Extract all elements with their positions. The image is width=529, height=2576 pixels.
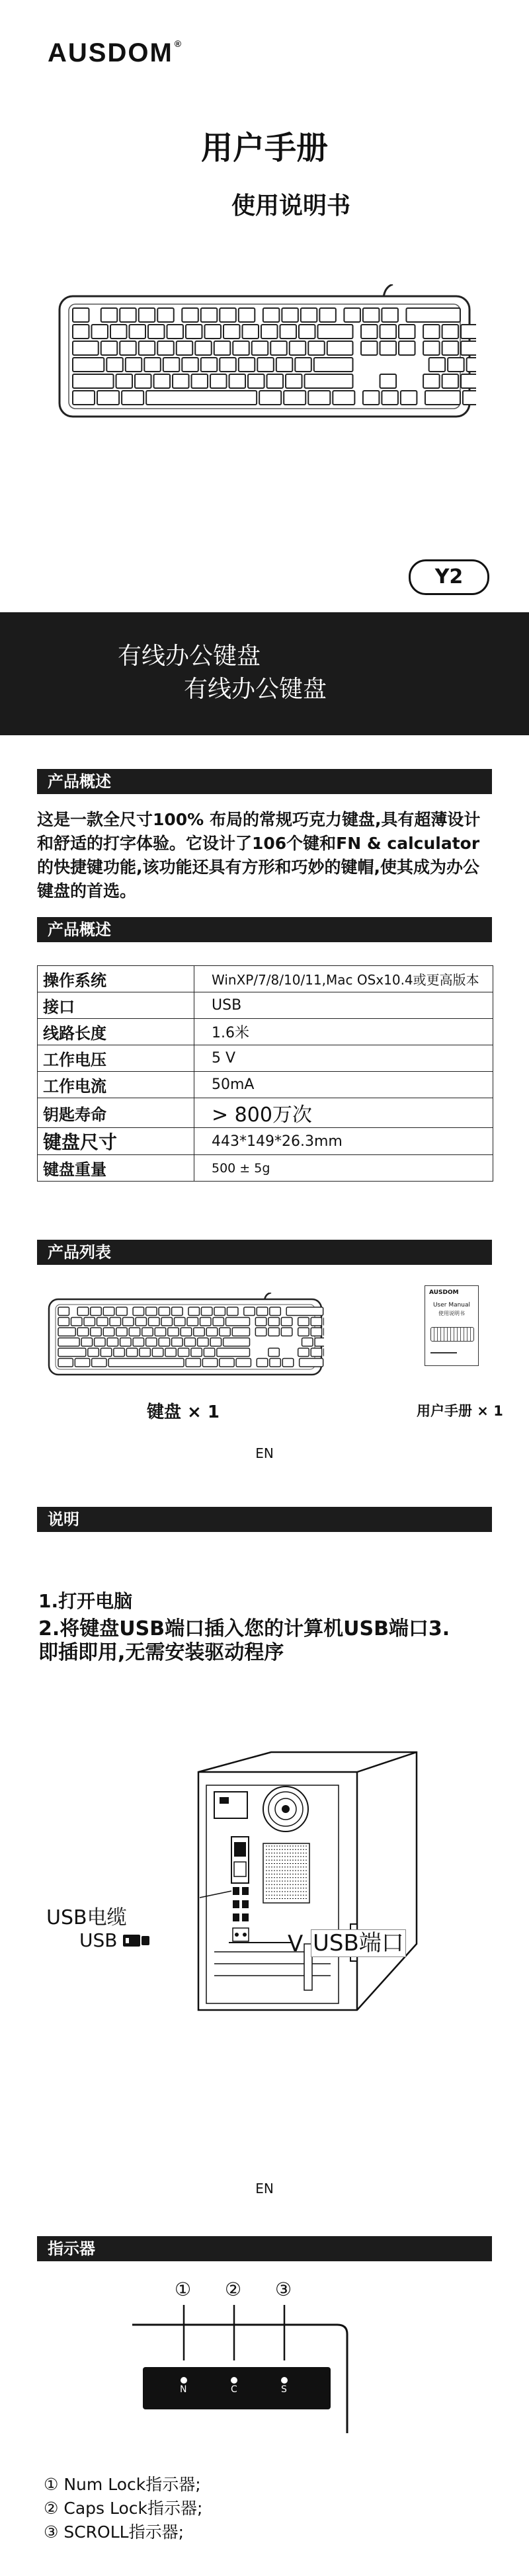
key-shape (139, 341, 155, 355)
manual-brand: AUSDOM (429, 1289, 459, 1296)
key-shape (302, 1338, 313, 1347)
key-shape (101, 1348, 112, 1357)
key-shape (282, 308, 298, 322)
key-shape (425, 391, 460, 405)
key-shape (77, 1328, 89, 1336)
key-shape (280, 325, 297, 339)
key-shape (281, 1318, 292, 1326)
spec-value: 5 V (194, 1045, 493, 1072)
key-shape (97, 1318, 108, 1326)
key-shape (159, 1307, 170, 1316)
step-1: 1.打开电脑 (38, 1590, 133, 1612)
pc-tower-illustration (192, 1746, 423, 2023)
key-shape (261, 325, 278, 339)
key-shape (361, 341, 378, 355)
key-shape (73, 341, 99, 355)
key-shape (97, 391, 119, 405)
key-shape (201, 358, 218, 372)
key-shape (122, 391, 143, 405)
key-shape (286, 374, 302, 388)
key-shape (244, 1307, 255, 1316)
spec-value: > 800万次 (194, 1098, 493, 1128)
key-shape (210, 1338, 222, 1347)
key-shape (214, 1307, 225, 1316)
key-shape (308, 341, 325, 355)
key-shape (144, 358, 161, 372)
spec-key: 钥匙寿命 (38, 1098, 194, 1128)
table-row (38, 1128, 493, 1155)
key-shape (423, 325, 440, 339)
key-shape (188, 1307, 200, 1316)
key-shape (58, 1318, 69, 1326)
section-header-instructions: 说明 (37, 1507, 492, 1532)
section-header-overview: 产品概述 (37, 769, 492, 794)
usb-cable-label: USB电缆 (46, 1906, 127, 1929)
key-shape (108, 1359, 184, 1367)
band-title-line2: 有线办公键盘 (184, 676, 327, 703)
key-shape (239, 358, 255, 372)
package-item-keyboard: 键盘 × 1 (147, 1402, 220, 1422)
key-shape (220, 358, 236, 372)
indicator-legend-1: ① Num Lock指示器; (44, 2475, 201, 2494)
table-row (38, 966, 493, 992)
key-shape (255, 1318, 266, 1326)
key-shape (281, 1328, 292, 1336)
spec-key: 接口 (38, 992, 194, 1019)
key-shape (363, 391, 380, 405)
spec-key: 线路长度 (38, 1019, 194, 1045)
key-shape (175, 1318, 186, 1326)
key-shape (239, 308, 255, 322)
key-shape (84, 1318, 95, 1326)
key-shape (58, 1338, 79, 1347)
key-shape (311, 1318, 322, 1326)
key-shape (101, 341, 118, 355)
usb-port-arrow (227, 1929, 294, 1956)
key-shape (299, 325, 315, 339)
key-shape (226, 1318, 250, 1326)
key-shape (252, 341, 268, 355)
key-shape (461, 374, 476, 388)
spec-table (37, 965, 493, 1182)
key-shape (73, 358, 104, 372)
key-shape (259, 391, 281, 405)
spec-key: 工作电压 (38, 1045, 194, 1072)
brand-name: AUSDOM (48, 38, 173, 67)
key-shape (161, 1318, 173, 1326)
key-shape (58, 1348, 86, 1357)
key-shape (157, 308, 174, 322)
table-row (38, 1155, 493, 1182)
key-shape (152, 1348, 163, 1357)
key-shape (267, 374, 284, 388)
key-shape (77, 1307, 89, 1316)
key-shape (95, 1338, 106, 1347)
key-shape (429, 358, 446, 372)
key-shape (257, 358, 274, 372)
key-shape (135, 374, 151, 388)
key-shape (319, 308, 336, 322)
key-shape (126, 1348, 138, 1357)
key-shape (298, 1318, 309, 1326)
key-shape (467, 358, 476, 372)
key-shape (110, 1318, 121, 1326)
key-shape (181, 1328, 192, 1336)
key-shape (205, 325, 222, 339)
key-shape (172, 1307, 183, 1316)
key-shape (116, 1307, 128, 1316)
spec-key: 操作系统 (38, 966, 194, 992)
key-shape (116, 374, 133, 388)
usb-plug-icon (123, 1932, 151, 1949)
key-shape (248, 374, 264, 388)
key-shape (92, 325, 108, 339)
key-shape (73, 374, 114, 388)
key-shape (333, 391, 354, 405)
key-shape (120, 341, 136, 355)
key-shape (344, 308, 360, 322)
key-shape (268, 1348, 280, 1357)
spec-key: 键盘尺寸 (38, 1128, 194, 1155)
key-shape (206, 1328, 218, 1336)
key-shape (103, 1307, 114, 1316)
manual-cover-title: User Manual (432, 1302, 471, 1308)
key-shape (139, 308, 155, 322)
table-row (38, 1098, 493, 1128)
key-shape (116, 1328, 128, 1336)
key-shape (305, 374, 353, 388)
key-shape (442, 325, 459, 339)
key-shape (382, 391, 398, 405)
key-shape (311, 1328, 322, 1336)
key-shape (91, 1307, 102, 1316)
key-shape (201, 1307, 212, 1316)
key-shape (463, 391, 476, 405)
key-shape (168, 1328, 179, 1336)
overview-text: 这是一款全尺寸100% 布局的常规巧克力键盘,具有超薄设计和舒适的打字体验。它设计了106个键和FN & calculator的快捷键功能,该功能还具有方形和巧妙的键帽,使其成为办公键盘的首选。 (37, 810, 481, 901)
key-shape (120, 308, 136, 322)
section-header-package: 产品列表 (37, 1240, 492, 1265)
key-shape (220, 1359, 234, 1367)
language-marker: EN (255, 1445, 274, 1461)
key-shape (58, 1359, 73, 1367)
key-shape (110, 325, 127, 339)
key-shape (214, 341, 231, 355)
manual-title: 用户手册 (200, 130, 328, 167)
key-shape (73, 391, 95, 405)
key-shape (382, 308, 398, 322)
key-shape (187, 1318, 198, 1326)
key-shape (163, 358, 179, 372)
key-shape (136, 1318, 147, 1326)
key-shape (172, 1338, 183, 1347)
table-row (38, 1072, 493, 1098)
indicator-number-1: ① (175, 2278, 192, 2300)
brand-logo (48, 38, 183, 68)
key-shape (146, 391, 257, 405)
key-shape (229, 374, 246, 388)
key-shape (286, 1307, 323, 1316)
key-shape (202, 1359, 217, 1367)
key-shape (224, 325, 240, 339)
key-shape (284, 391, 305, 405)
key-shape (401, 391, 417, 405)
table-row (38, 992, 493, 1019)
usb-port-label: USB端口 (311, 1929, 406, 1957)
model-badge: Y2 (409, 559, 489, 595)
key-shape (243, 325, 259, 339)
key-shape (123, 1318, 134, 1326)
indicator-number-3: ③ (275, 2278, 292, 2300)
key-shape (423, 374, 440, 388)
key-shape (268, 1318, 280, 1326)
key-shape (120, 1338, 132, 1347)
key-shape (149, 1318, 160, 1326)
key-shape (263, 308, 280, 322)
key-shape (133, 1338, 144, 1347)
key-shape (442, 341, 459, 355)
key-shape (165, 1348, 177, 1357)
key-shape (159, 1338, 170, 1347)
section-header-indicators: 指示器 (37, 2236, 492, 2261)
key-shape (295, 358, 311, 372)
spec-key: 工作电流 (38, 1072, 194, 1098)
key-shape (130, 325, 146, 339)
key-shape (461, 341, 476, 355)
key-shape (101, 308, 118, 322)
led-label-num: N (180, 2384, 187, 2395)
key-shape (270, 1359, 281, 1367)
key-shape (58, 1328, 75, 1336)
band-title-line1: 有线办公键盘 (118, 643, 261, 670)
step-2-line2: 即插即用,无需安装驱动程序 (38, 1641, 284, 1664)
step-2-line1: 2.将键盘USB端口插入您的计算机USB端口3. (38, 1617, 450, 1640)
key-shape (257, 1307, 268, 1316)
key-shape (399, 325, 415, 339)
key-shape (363, 308, 380, 322)
key-shape (301, 308, 317, 322)
key-shape (186, 1359, 200, 1367)
key-shape (442, 374, 459, 388)
key-shape (81, 1338, 93, 1347)
spec-value: 1.6米 (194, 1019, 493, 1045)
key-shape (194, 1328, 205, 1336)
key-shape (142, 1328, 153, 1336)
spec-value: 50mA (194, 1072, 493, 1098)
spec-value: 443*149*26.3mm (194, 1128, 493, 1155)
key-shape (257, 1359, 268, 1367)
key-shape (210, 374, 227, 388)
key-shape (195, 341, 212, 355)
key-shape (73, 308, 89, 322)
key-shape (155, 1328, 166, 1336)
manual-footer-line (430, 1352, 457, 1353)
usb-port-v-mark: V (288, 1931, 304, 1957)
key-shape (148, 325, 165, 339)
key-shape (314, 358, 353, 372)
spec-value: USB (194, 992, 493, 1019)
key-shape (157, 341, 174, 355)
key-shape (220, 308, 236, 322)
keyboard-illustration (53, 284, 476, 430)
key-shape (178, 1348, 189, 1357)
key-shape (106, 358, 123, 372)
package-keyboard-illustration (46, 1293, 324, 1379)
key-shape (198, 1338, 209, 1347)
key-shape (399, 341, 415, 355)
key-shape (233, 341, 249, 355)
key-shape (380, 341, 397, 355)
key-shape (204, 1348, 215, 1357)
key-shape (92, 1359, 106, 1367)
section-header-specs: 产品概述 (37, 917, 492, 942)
key-shape (298, 1348, 309, 1357)
registered-mark: ® (174, 38, 183, 49)
key-shape (182, 308, 198, 322)
key-shape (140, 1348, 151, 1357)
key-shape (227, 1307, 238, 1316)
key-shape (73, 325, 89, 339)
key-shape (220, 1328, 231, 1336)
key-shape (315, 1338, 324, 1347)
key-shape (270, 341, 287, 355)
table-row (38, 1045, 493, 1072)
key-shape (232, 1328, 249, 1336)
manual-cover-subtitle: 使用说明书 (438, 1310, 465, 1316)
key-shape (88, 1348, 99, 1357)
key-shape (380, 325, 397, 339)
key-shape (177, 341, 193, 355)
table-row (38, 1019, 493, 1045)
key-shape (103, 1328, 114, 1336)
key-shape (327, 341, 353, 355)
key-shape (107, 1338, 118, 1347)
package-item-manual: 用户手册 × 1 (417, 1403, 503, 1419)
key-shape (361, 325, 378, 339)
key-shape (173, 374, 189, 388)
key-shape (146, 1307, 157, 1316)
key-shape (201, 308, 218, 322)
spec-value: WinXP/7/8/10/11,Mac OSx10.4或更高版本 (194, 966, 493, 992)
spec-key: 键盘重量 (38, 1155, 194, 1182)
key-shape (213, 1318, 224, 1326)
indicator-legend-3: ③ SCROLL指示器; (44, 2522, 184, 2542)
key-shape (282, 1359, 294, 1367)
key-shape (114, 1348, 125, 1357)
key-shape (406, 308, 460, 322)
key-shape (129, 1328, 140, 1336)
key-shape (91, 1328, 102, 1336)
key-shape (224, 1338, 250, 1347)
key-shape (182, 358, 198, 372)
manual-subtitle: 使用说明书 (231, 192, 350, 220)
key-shape (380, 374, 397, 388)
indicator-legend-2: ② Caps Lock指示器; (44, 2499, 203, 2518)
key-shape (236, 1359, 251, 1367)
key-shape (290, 341, 306, 355)
usb-plug-label: USB (79, 1929, 118, 1951)
led-label-scroll: S (281, 2384, 287, 2395)
key-shape (217, 1348, 250, 1357)
key-shape (461, 325, 476, 339)
key-shape (311, 1348, 322, 1357)
key-shape (146, 1338, 157, 1347)
key-shape (58, 1307, 69, 1316)
key-shape (318, 325, 353, 339)
led-label-caps: C (231, 2384, 237, 2395)
key-shape (276, 358, 293, 372)
key-shape (191, 1348, 202, 1357)
key-shape (298, 1328, 309, 1336)
indicator-number-2: ② (225, 2278, 242, 2300)
key-shape (255, 1328, 266, 1336)
key-shape (268, 1328, 280, 1336)
manual-booklet-illustration (425, 1285, 479, 1366)
key-shape (167, 325, 184, 339)
key-shape (192, 374, 208, 388)
manual-keyboard-thumb (430, 1327, 474, 1342)
key-shape (186, 325, 202, 339)
spec-value: 500 ± 5g (194, 1155, 493, 1182)
key-shape (154, 374, 170, 388)
indicator-panel-illustration (119, 2301, 357, 2433)
key-shape (126, 358, 142, 372)
key-shape (300, 1359, 323, 1367)
key-shape (448, 358, 464, 372)
key-shape (75, 1359, 89, 1367)
key-shape (308, 391, 330, 405)
key-shape (270, 1307, 281, 1316)
language-marker-2: EN (255, 2181, 274, 2196)
key-shape (184, 1338, 196, 1347)
key-shape (423, 341, 440, 355)
key-shape (71, 1318, 83, 1326)
key-shape (133, 1307, 144, 1316)
key-shape (200, 1318, 212, 1326)
